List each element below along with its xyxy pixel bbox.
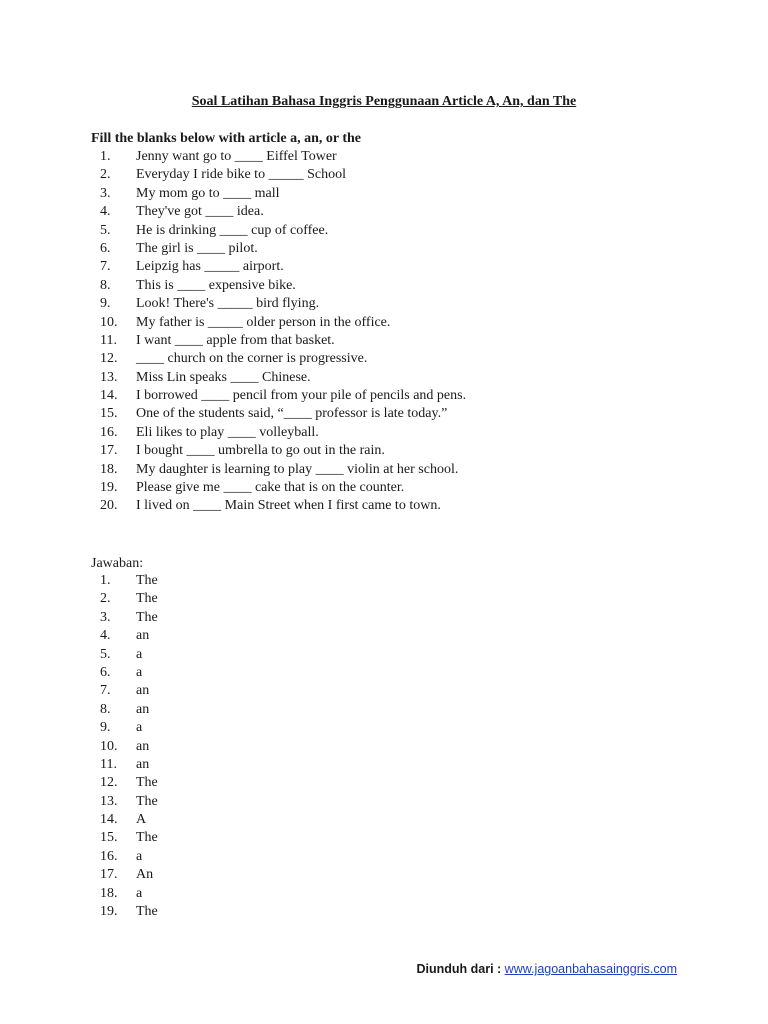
- question-item-number: 16.: [100, 424, 118, 440]
- question-item: [0, 461, 768, 479]
- question-item-text: Look! There's _____ bird flying.: [136, 296, 320, 312]
- answer-item: [0, 590, 768, 608]
- answer-item: [0, 903, 768, 921]
- answer-item: [0, 866, 768, 884]
- answer-item-text: a: [136, 646, 143, 662]
- answer-item-number: 2.: [100, 591, 111, 607]
- question-item: [0, 424, 768, 442]
- answer-item: [0, 627, 768, 645]
- question-item: [0, 222, 768, 240]
- answer-item-text: The: [136, 830, 158, 846]
- question-item-text: My daughter is learning to play ____ violin at her school.: [136, 461, 459, 477]
- question-item: [0, 203, 768, 221]
- answer-item-text: an: [136, 701, 150, 717]
- answer-item-text: a: [136, 848, 143, 864]
- question-item: [0, 277, 768, 295]
- answer-item-number: 13.: [100, 793, 118, 809]
- question-item-text: They've got ____ idea.: [136, 204, 264, 220]
- question-item-number: 9.: [100, 296, 111, 312]
- answer-item-number: 17.: [100, 867, 118, 883]
- question-item-number: 13.: [100, 369, 118, 385]
- answers-label: Jawaban:: [91, 556, 144, 571]
- answer-item: [0, 646, 768, 664]
- answer-item: [0, 848, 768, 866]
- footer-label: Diunduh dari :: [416, 962, 505, 976]
- question-item: [0, 497, 768, 515]
- question-item-text: Jenny want go to ____ Eiffel Tower: [136, 149, 337, 164]
- question-item-number: 18.: [100, 461, 118, 477]
- question-item-text: Eli likes to play ____ volleyball.: [136, 424, 319, 440]
- question-item: [0, 369, 768, 387]
- question-item: [0, 185, 768, 203]
- question-item-text: I want ____ apple from that basket.: [136, 332, 335, 348]
- answer-item: [0, 572, 768, 590]
- question-item: [0, 387, 768, 405]
- answer-item-number: 19.: [100, 904, 118, 920]
- answer-item-text: The: [136, 573, 158, 588]
- question-item-number: 15.: [100, 406, 118, 422]
- page-title: Soal Latihan Bahasa Inggris Penggunaan Article A, An, dan The: [191, 94, 577, 109]
- question-item-text: I bought ____ umbrella to go out in the rain.: [136, 443, 385, 459]
- answer-item-number: 15.: [100, 830, 118, 846]
- question-item: [0, 295, 768, 313]
- answer-item-number: 11.: [100, 756, 117, 772]
- answer-item-number: 10.: [100, 738, 118, 754]
- question-list: [0, 148, 768, 516]
- answer-item-number: 14.: [100, 812, 118, 828]
- question-item-text: Everyday I ride bike to _____ School: [136, 167, 346, 183]
- answer-item: [0, 719, 768, 737]
- question-item-number: 20.: [100, 498, 118, 514]
- question-item-text: Miss Lin speaks ____ Chinese.: [136, 369, 311, 385]
- answer-item-text: an: [136, 628, 150, 644]
- footer-source: [416, 960, 677, 978]
- question-item-text: He is drinking ____ cup of coffee.: [136, 222, 329, 238]
- answer-item: [0, 701, 768, 719]
- question-item-number: 11.: [100, 332, 117, 348]
- question-item-text: This is ____ expensive bike.: [136, 277, 296, 293]
- answer-item: [0, 793, 768, 811]
- question-item-number: 4.: [100, 204, 111, 220]
- answer-item-text: The: [136, 793, 158, 809]
- question-item: [0, 258, 768, 276]
- answer-item-text: The: [136, 775, 158, 791]
- question-item-number: 3.: [100, 185, 111, 201]
- answer-item: [0, 885, 768, 903]
- question-item-text: ____ church on the corner is progressive.: [136, 351, 368, 367]
- question-item-number: 14.: [100, 388, 118, 404]
- answer-item: [0, 811, 768, 829]
- question-item: [0, 350, 768, 368]
- instructions-heading: Fill the blanks below with article a, an, or the: [91, 131, 362, 146]
- answer-item-number: 4.: [100, 628, 111, 644]
- answer-item-text: a: [136, 664, 143, 680]
- question-item-text: Please give me ____ cake that is on the counter.: [136, 480, 405, 496]
- question-item-text: One of the students said, “____ professor is late today.”: [136, 406, 448, 422]
- answer-item-number: 5.: [100, 646, 111, 662]
- question-item: [0, 332, 768, 350]
- question-item: [0, 314, 768, 332]
- question-item-text: Leipzig has _____ airport.: [136, 259, 284, 275]
- question-item-text: My father is _____ older person in the office.: [136, 314, 391, 330]
- answer-item-text: An: [136, 867, 154, 883]
- answer-item-number: 12.: [100, 775, 118, 791]
- answer-item-number: 1.: [100, 573, 111, 588]
- question-item-number: 6.: [100, 240, 111, 256]
- question-item: [0, 442, 768, 460]
- question-item-number: 19.: [100, 480, 118, 496]
- question-item-text: My mom go to ____ mall: [136, 185, 280, 201]
- question-item: [0, 479, 768, 497]
- question-item-number: 17.: [100, 443, 118, 459]
- question-item-number: 10.: [100, 314, 118, 330]
- question-item-number: 12.: [100, 351, 118, 367]
- answer-item-number: 9.: [100, 720, 111, 736]
- answer-item: [0, 829, 768, 847]
- answer-item: [0, 664, 768, 682]
- answer-item-text: The: [136, 904, 158, 920]
- answer-item-number: 6.: [100, 664, 111, 680]
- question-item: [0, 166, 768, 184]
- answer-item: [0, 774, 768, 792]
- answer-item-number: 16.: [100, 848, 118, 864]
- answer-item-text: a: [136, 885, 143, 901]
- answer-item-number: 3.: [100, 609, 111, 625]
- question-item-number: 7.: [100, 259, 111, 275]
- answer-item-text: a: [136, 720, 143, 736]
- answer-item-text: an: [136, 738, 150, 754]
- question-item-text: The girl is ____ pilot.: [136, 240, 258, 256]
- answer-item-number: 8.: [100, 701, 111, 717]
- answer-item-number: 7.: [100, 683, 111, 699]
- answer-item: [0, 738, 768, 756]
- answer-item-text: The: [136, 591, 158, 607]
- question-item-number: 1.: [100, 149, 111, 164]
- source-link[interactable]: www.jagoanbahasainggris.com: [504, 962, 677, 976]
- answer-item: [0, 609, 768, 627]
- answer-list: [0, 572, 768, 921]
- question-item: [0, 240, 768, 258]
- question-item: [0, 405, 768, 423]
- answer-item-number: 18.: [100, 885, 118, 901]
- answer-item-text: an: [136, 683, 150, 699]
- answer-item: [0, 756, 768, 774]
- question-item-text: I borrowed ____ pencil from your pile of pencils and pens.: [136, 388, 467, 404]
- answer-item-text: The: [136, 609, 158, 625]
- answer-item-text: an: [136, 756, 150, 772]
- question-item-number: 8.: [100, 277, 111, 293]
- answer-item: [0, 682, 768, 700]
- question-item-text: I lived on ____ Main Street when I first came to town.: [136, 498, 441, 514]
- question-item-number: 2.: [100, 167, 111, 183]
- question-item-number: 5.: [100, 222, 111, 238]
- question-item: [0, 148, 768, 166]
- answer-item-text: A: [136, 812, 147, 828]
